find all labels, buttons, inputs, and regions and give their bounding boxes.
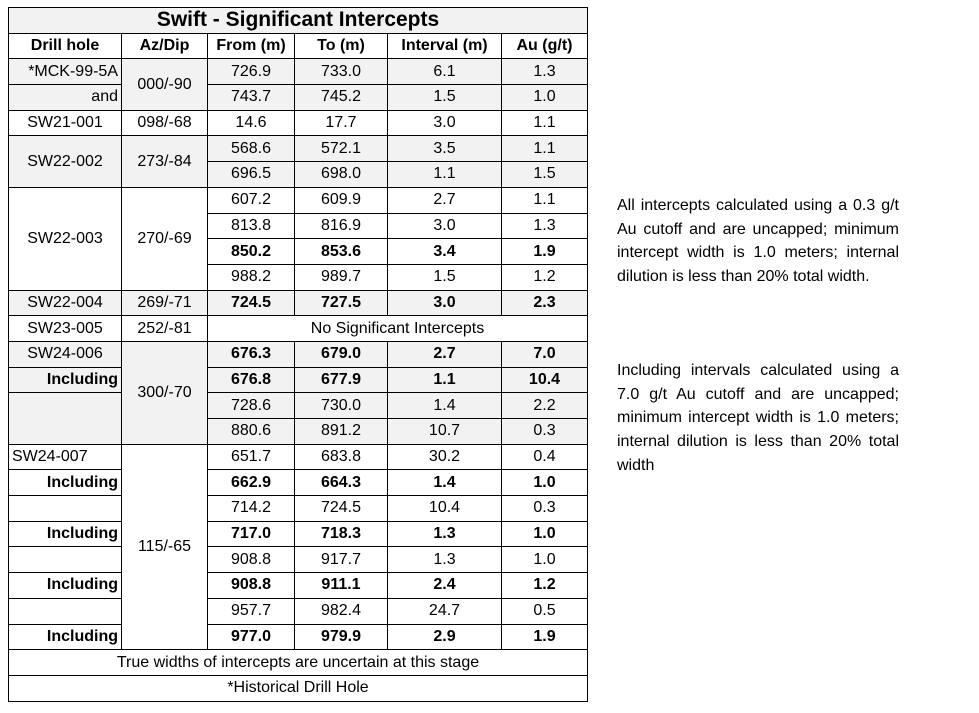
to-cell: 979.9 <box>295 624 388 650</box>
interval-cell: 1.3 <box>388 547 502 573</box>
header-az-dip: Az/Dip <box>122 33 208 59</box>
header-to: To (m) <box>295 33 388 59</box>
to-cell: 989.7 <box>295 264 388 290</box>
to-cell: 17.7 <box>295 110 388 136</box>
table-row <box>9 393 588 419</box>
from-cell: 728.6 <box>208 393 295 419</box>
from-cell: 676.8 <box>208 367 295 393</box>
from-cell: 813.8 <box>208 213 295 239</box>
drill-hole-cell: SW22-004 <box>9 290 122 316</box>
au-cell: 1.5 <box>502 162 588 188</box>
drill-hole-cell <box>9 598 122 624</box>
to-cell: 816.9 <box>295 213 388 239</box>
title-row <box>9 8 588 34</box>
au-cell: 1.1 <box>502 187 588 213</box>
from-cell: 662.9 <box>208 470 295 496</box>
from-cell: 696.5 <box>208 162 295 188</box>
drill-hole-cell: Including <box>9 521 122 547</box>
interval-cell: 24.7 <box>388 598 502 624</box>
from-cell: 651.7 <box>208 444 295 470</box>
drill-hole-cell: Including <box>9 573 122 599</box>
from-cell: 850.2 <box>208 239 295 265</box>
az-dip-cell: 098/-68 <box>122 110 208 136</box>
drill-hole-cell: and <box>9 85 122 111</box>
to-cell: 677.9 <box>295 367 388 393</box>
au-cell: 1.3 <box>502 213 588 239</box>
table-row <box>9 547 588 573</box>
au-cell: 7.0 <box>502 341 588 367</box>
interval-cell: 1.3 <box>388 521 502 547</box>
interval-cell: 30.2 <box>388 444 502 470</box>
table-row <box>9 496 588 522</box>
au-cell: 1.3 <box>502 59 588 85</box>
drill-hole-cell: SW24-006 <box>9 341 122 367</box>
interval-cell: 10.7 <box>388 419 502 445</box>
az-dip-cell: 000/-90 <box>122 59 208 110</box>
from-cell: 743.7 <box>208 85 295 111</box>
from-cell: 977.0 <box>208 624 295 650</box>
drill-hole-cell: *MCK-99-5A <box>9 59 122 85</box>
au-cell: 1.0 <box>502 547 588 573</box>
interval-cell: 1.4 <box>388 470 502 496</box>
au-cell: 2.3 <box>502 290 588 316</box>
au-cell: 1.1 <box>502 136 588 162</box>
to-cell: 698.0 <box>295 162 388 188</box>
table-row <box>9 624 588 650</box>
footnote-row <box>9 675 588 701</box>
interval-cell: 2.9 <box>388 624 502 650</box>
footnote-historical: *Historical Drill Hole <box>9 675 588 701</box>
az-dip-cell: 252/-81 <box>122 316 208 342</box>
from-cell: 607.2 <box>208 187 295 213</box>
az-dip-cell: 300/-70 <box>122 341 208 444</box>
table-row <box>9 290 588 316</box>
au-cell: 2.2 <box>502 393 588 419</box>
cutoff-note-all: All intercepts calculated using a 0.3 g/t Au cutoff and are uncapped; minimum intercept width is 1.0 meters; internal dilution is less than 20% total width. <box>617 197 899 286</box>
to-cell: 683.8 <box>295 444 388 470</box>
table-row <box>9 470 588 496</box>
drill-hole-cell <box>9 496 122 522</box>
au-cell: 1.9 <box>502 239 588 265</box>
table-row <box>9 110 588 136</box>
au-cell: 1.1 <box>502 110 588 136</box>
interval-cell: 3.0 <box>388 290 502 316</box>
to-cell: 911.1 <box>295 573 388 599</box>
footnote-true-widths: True widths of intercepts are uncertain at this stage <box>9 650 588 676</box>
interval-cell: 1.5 <box>388 85 502 111</box>
to-cell: 745.2 <box>295 85 388 111</box>
to-cell: 609.9 <box>295 187 388 213</box>
interval-cell: 6.1 <box>388 59 502 85</box>
au-cell: 0.3 <box>502 419 588 445</box>
table-row <box>9 136 588 162</box>
interval-cell: 3.0 <box>388 213 502 239</box>
from-cell: 568.6 <box>208 136 295 162</box>
drill-hole-cell: SW21-001 <box>9 110 122 136</box>
az-dip-cell: 269/-71 <box>122 290 208 316</box>
drill-hole-cell: Including <box>9 624 122 650</box>
footnote-row <box>9 650 588 676</box>
header-au: Au (g/t) <box>502 33 588 59</box>
interval-cell: 1.1 <box>388 367 502 393</box>
from-cell: 676.3 <box>208 341 295 367</box>
header-row <box>9 33 588 59</box>
drill-hole-cell: SW22-002 <box>9 136 122 187</box>
interval-cell: 2.4 <box>388 573 502 599</box>
drill-hole-cell: SW23-005 <box>9 316 122 342</box>
au-cell: 1.2 <box>502 264 588 290</box>
to-cell: 572.1 <box>295 136 388 162</box>
au-cell: 1.0 <box>502 85 588 111</box>
interval-cell: 2.7 <box>388 341 502 367</box>
au-cell: 0.5 <box>502 598 588 624</box>
to-cell: 679.0 <box>295 341 388 367</box>
au-cell: 1.0 <box>502 470 588 496</box>
from-cell: 714.2 <box>208 496 295 522</box>
au-cell: 1.9 <box>502 624 588 650</box>
table-title: Swift - Significant Intercepts <box>9 8 588 34</box>
table-row <box>9 573 588 599</box>
to-cell: 724.5 <box>295 496 388 522</box>
interval-cell: 10.4 <box>388 496 502 522</box>
header-drill-hole: Drill hole <box>9 33 122 59</box>
au-cell: 0.3 <box>502 496 588 522</box>
to-cell: 664.3 <box>295 470 388 496</box>
table-row <box>9 187 588 213</box>
drill-hole-cell <box>9 547 122 573</box>
au-cell: 1.2 <box>502 573 588 599</box>
from-cell: 14.6 <box>208 110 295 136</box>
table-row <box>9 367 588 393</box>
to-cell: 727.5 <box>295 290 388 316</box>
au-cell: 10.4 <box>502 367 588 393</box>
interval-cell: 1.4 <box>388 393 502 419</box>
table-row <box>9 341 588 367</box>
table-row <box>9 59 588 85</box>
az-dip-cell: 273/-84 <box>122 136 208 187</box>
drill-hole-cell <box>9 393 122 444</box>
from-cell: 724.5 <box>208 290 295 316</box>
drill-hole-cell: Including <box>9 367 122 393</box>
from-cell: 726.9 <box>208 59 295 85</box>
interval-cell: 3.0 <box>388 110 502 136</box>
table-row <box>9 444 588 470</box>
az-dip-cell: 270/-69 <box>122 187 208 290</box>
au-cell: 0.4 <box>502 444 588 470</box>
to-cell: 733.0 <box>295 59 388 85</box>
to-cell: 730.0 <box>295 393 388 419</box>
to-cell: 891.2 <box>295 419 388 445</box>
to-cell: 718.3 <box>295 521 388 547</box>
from-cell: 717.0 <box>208 521 295 547</box>
table-row <box>9 521 588 547</box>
header-from: From (m) <box>208 33 295 59</box>
interval-cell: 3.5 <box>388 136 502 162</box>
from-cell: 908.8 <box>208 547 295 573</box>
from-cell: 880.6 <box>208 419 295 445</box>
table-row <box>9 85 588 111</box>
drill-hole-cell: Including <box>9 470 122 496</box>
table-row <box>9 316 588 342</box>
no-intercepts-cell: No Significant Intercepts <box>208 316 588 342</box>
to-cell: 982.4 <box>295 598 388 624</box>
to-cell: 917.7 <box>295 547 388 573</box>
interval-cell: 1.1 <box>388 162 502 188</box>
header-interval: Interval (m) <box>388 33 502 59</box>
from-cell: 908.8 <box>208 573 295 599</box>
interval-cell: 3.4 <box>388 239 502 265</box>
au-cell: 1.0 <box>502 521 588 547</box>
interval-cell: 1.5 <box>388 264 502 290</box>
cutoff-note-including: Including intervals calculated using a 7.0 g/t Au cutoff and are uncapped; minimum intercept width is 1.0 meters; internal dilution is less than 20% total width <box>617 362 899 474</box>
table-row <box>9 598 588 624</box>
intercepts-table <box>8 7 588 702</box>
drill-hole-cell: SW22-003 <box>9 187 122 290</box>
from-cell: 988.2 <box>208 264 295 290</box>
to-cell: 853.6 <box>295 239 388 265</box>
drill-hole-cell: SW24-007 <box>9 444 122 470</box>
from-cell: 957.7 <box>208 598 295 624</box>
az-dip-cell: 115/-65 <box>122 444 208 650</box>
interval-cell: 2.7 <box>388 187 502 213</box>
